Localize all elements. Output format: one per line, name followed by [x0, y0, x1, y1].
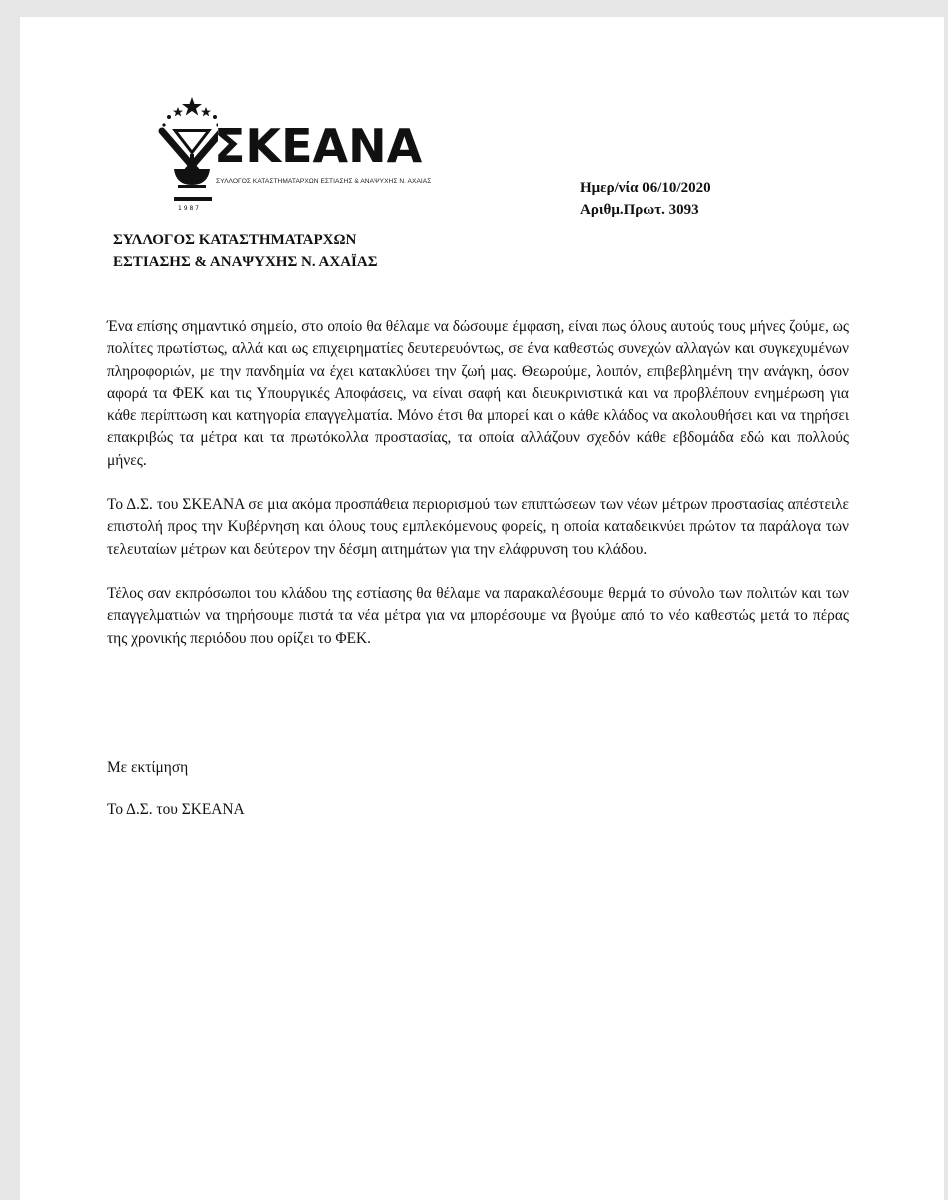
- logo-subtitle: ΣΥΛΛΟΓΟΣ ΚΑΤΑΣΤΗΜΑΤΑΡΧΩΝ ΕΣΤΙΑΣΗΣ & ΑΝΑΨΥΧΗΣ Ν. ΑΧΑΙΑΣ: [216, 178, 432, 185]
- signature: Το Δ.Σ. του ΣΚΕΑΝΑ: [107, 801, 245, 818]
- paragraph: Το Δ.Σ. του ΣΚΕΑΝΑ σε μια ακόμα προσπάθεια περιορισμού των επιπτώσεων των νέων μέτρων προστασίας απέστειλε επιστολή προς την Κυβέρνηση και όλους τους εμπλεκόμενους φορείς, η οποία καταδεικνύει πρώτον τα παράλογα των τελευταίων μέτρων και δεύτερον την δέσμη αιτημάτων για την ελάφρυνση του κλάδου.: [107, 496, 849, 558]
- logo-emblem-icon: [138, 79, 218, 214]
- logo-wordmark: ΣΚΕΑΝΑ: [214, 119, 423, 173]
- document-meta: [580, 177, 711, 221]
- salutation: Με εκτίμηση: [107, 759, 189, 776]
- paragraph: Τέλος σαν εκπρόσωποι του κλάδου της εστίασης θα θέλαμε να παρακαλέσουμε θερμά το σύνολο των πολιτών και των επαγγελματιών να τηρήσουμε πιστά τα νέα μέτρα για να μπορέσουμε να βγούμε από το νέο καθεστώς μετά το πέρας της χρονικής περιόδου που ορίζει το ΦΕΚ.: [107, 584, 849, 647]
- paragraph: Ένα επίσης σημαντικό σημείο, στο οποίο θα θέλαμε να δώσουμε έμφαση, είναι πως όλους αυτούς τους μήνες ζούμε, ως πολίτες πρωτίστως, αλλά και ως επιχειρηματίες δευτερευόντως, σε ένα καθεστώς συνεχών αλλαγών και συγκεχυμένων πληροφοριών, με την πανδημία να έχει κατακλύσει την ζωή μας. Θεωρούμε, λοιπόν, επιβεβλημένη την ανάγκη, όσον αφορά τα ΦΕΚ και τις Υπουργικές Αποφάσεις, να είναι σαφή και διευκρινιστικά και να προβλέπουν ενημέρωση για κάθε περίπτωση και κατηγορία επαγγελματία. Μόνο έτσι θα μπορεί και ο κάθε κλάδος να ακολουθήσει και να τηρήσει επακριβώς τα μέτρα και τα πρωτόκολλα προστασίας, τα οποία αλλάζουν σχεδόν κάθε εβδομάδα εδώ και πολλούς μήνες.: [107, 318, 849, 469]
- protocol-number: Αριθμ.Πρωτ. 3093: [580, 202, 699, 218]
- document-date: Ημερ/νία 06/10/2020: [580, 180, 711, 196]
- svg-text:1 9 8 7: 1 9 8 7: [178, 205, 199, 212]
- letter-closing: [107, 757, 245, 841]
- letter-body: [107, 316, 849, 672]
- organization-name: [113, 229, 378, 273]
- organization-line-1: ΣΥΛΛΟΓΟΣ ΚΑΤΑΣΤΗΜΑΤΑΡΧΩΝ: [113, 232, 357, 248]
- document-page: [20, 17, 944, 1200]
- skeana-logo: [138, 79, 438, 214]
- organization-line-2: ΕΣΤΙΑΣΗΣ & ΑΝΑΨΥΧΗΣ Ν. ΑΧΑΪΑΣ: [113, 254, 378, 270]
